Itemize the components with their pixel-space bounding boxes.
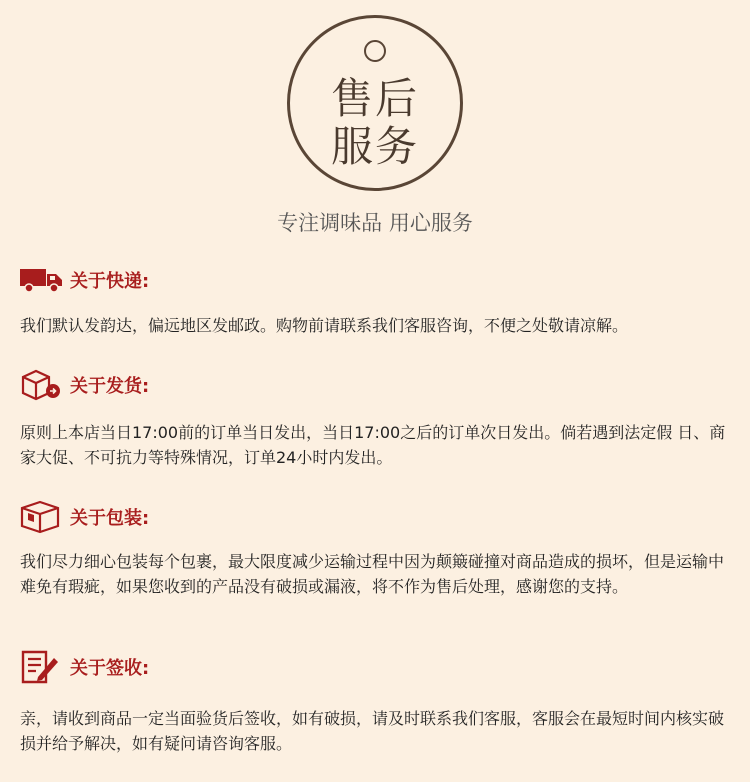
delivery-truck-icon xyxy=(20,263,70,297)
after-sales-badge xyxy=(287,15,463,191)
section-text-signing: 亲，请收到商品一定当面验货后签收，如有破损，请及时联系我们客服，客服会在最短时间内核实破损并给予解决，如有疑问请咨询客服。 xyxy=(20,709,725,753)
section-title-signing: 关于签收: xyxy=(70,658,150,679)
sign-document-icon xyxy=(20,650,70,684)
section-title-shipping: 关于发货: xyxy=(70,376,150,397)
section-text-shipping: 原则上本店当日17:00前的订单当日发出，当日17:00之后的订单次日发出。倘若遇到法定假 日、商家大促、不可抗力等特殊情况，订单24小时内发出。 xyxy=(20,423,726,467)
package-icon xyxy=(20,500,70,534)
section-text-packaging: 我们尽力细心包装每个包裹，最大限度减少运输过程中因为颠簸碰撞对商品造成的损坏，但是运输中难免有瑕疵，如果您收到的产品没有破损或漏液，将不作为售后处理，感谢您的支持。 xyxy=(20,552,725,596)
section-header-signing xyxy=(20,650,149,684)
section-header-shipping xyxy=(20,368,149,402)
shipping-box-icon xyxy=(20,368,70,402)
section-text-delivery: 我们默认发韵达，偏远地区发邮政。购物前请联系我们客服咨询，不便之处敬请凉解。 xyxy=(20,316,629,335)
section-title-packaging: 关于包装: xyxy=(70,508,150,529)
section-title-delivery: 关于快递: xyxy=(70,271,150,292)
badge-line-2: 服务 xyxy=(330,122,419,171)
section-header-delivery xyxy=(20,263,149,297)
badge-line-1: 售后 xyxy=(330,74,419,123)
slogan: 专注调味品 用心服务 xyxy=(277,211,473,235)
section-header-packaging xyxy=(20,500,149,534)
badge-circle-icon xyxy=(364,40,386,62)
